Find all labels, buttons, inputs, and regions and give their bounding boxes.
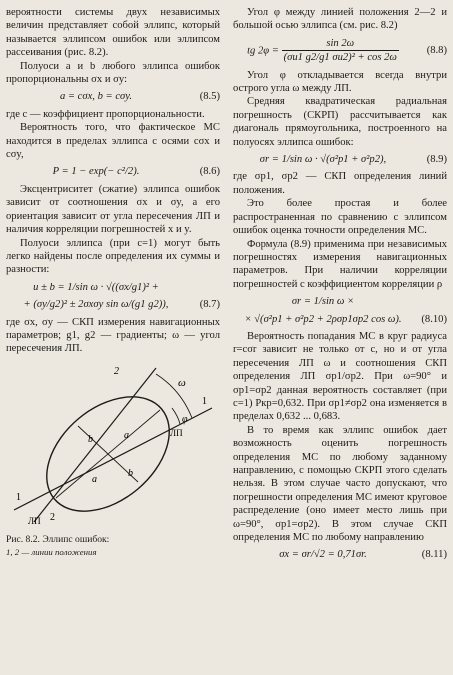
equation-8-6-number: (8.6) bbox=[199, 166, 220, 178]
label-lp-right: ЛП bbox=[170, 427, 183, 438]
right-paragraph-7: Вероятность попадания МС в круг радиуса r=cσr зависит не только от c, но и от угла пересечения ЛП ω и соотношения СКП определения ЛП σp1/σp2. При ω=90° и σp1=σp2 данная вероятность составляет (при c=1) Pкр=0,632. При σp1≠σp2 она изменяется в пределах 0,632 ... 0,683. bbox=[233, 330, 447, 423]
label-a-lower: a bbox=[92, 473, 97, 485]
left-paragraph-1: вероятности системы двух независимых величин представляет собой эллипс, который называется эллипсом ошибок или эллипсом рассеивания (рис. 8.2). bbox=[6, 7, 220, 59]
equation-8-7-line-1 bbox=[6, 281, 220, 294]
left-paragraph-4: Вероятность того, что фактическое МС находится в пределах эллипса с осями cσx и cσy, bbox=[6, 122, 220, 161]
right-paragraph-1: Угол φ между линией положения 2—2 и большой осью эллипса (см. рис. 8.2) bbox=[233, 7, 447, 32]
label-b-lower: b bbox=[128, 467, 133, 479]
equation-8-6 bbox=[6, 165, 220, 178]
equation-8-10-body-2: × √(σ²p1 + σ²p2 + 2ρσp1σp2 cos ω). bbox=[244, 313, 402, 325]
figure-caption bbox=[6, 534, 220, 558]
equation-8-8-number: (8.8) bbox=[426, 45, 447, 57]
equation-8-5-number: (8.5) bbox=[199, 91, 220, 103]
equation-8-8-denominator: (σu1 g2/g1 σu2)² + cos 2ω bbox=[283, 52, 397, 64]
label-a-upper: a bbox=[124, 429, 129, 441]
right-paragraph-5: Это более простая и более распространенная по сравнению с эллипсом ошибок оценка точности определения МС. bbox=[233, 198, 447, 237]
equation-8-5-body: a = cσx, b = cσy. bbox=[59, 91, 133, 103]
error-ellipse-diagram bbox=[6, 362, 220, 532]
line-of-position-2 bbox=[34, 365, 156, 522]
label-b-upper: b bbox=[88, 433, 93, 445]
right-column bbox=[233, 6, 447, 566]
equation-8-11 bbox=[233, 548, 447, 561]
error-ellipse bbox=[25, 374, 191, 532]
equation-8-11-number: (8.11) bbox=[421, 549, 447, 561]
equation-8-7-body-1: u ± b = 1/sin ω · √((σx/g1)² + bbox=[33, 281, 159, 293]
right-paragraph-2: Угол φ откладывается всегда внутри острого угла ω между ЛП. bbox=[233, 69, 447, 95]
left-paragraph-3: где c — коэффициент пропорциональности. bbox=[6, 108, 205, 120]
equation-8-8-lhs: tg 2φ = bbox=[247, 45, 279, 57]
equation-8-10-number: (8.10) bbox=[421, 313, 447, 325]
equation-8-7-body-2: + (σy/g2)² ± 2σxσy sin ω/(g1 g2)), bbox=[23, 299, 169, 311]
right-paragraph-8: В то время как эллипс ошибок дает возможность оценить погрешность определения МС по любому заданному направлению, с помощью СКРП этого сделать нельзя. В этом случае часто допускают, что погрешности определения МС имеют круговое распределение (оно имеет место лишь при ω=90°, σp1=σp2). В этом случае СКП определения МС по любому направлению bbox=[233, 424, 447, 544]
figure-caption-title: Рис. 8.2. Эллипс ошибок: bbox=[6, 533, 110, 545]
right-paragraph-3: Средняя квадратическая радиальная погрешность (СКРП) рассчитывается как диагональ прямоугольника, построенного на полуосях эллипса ошибок: bbox=[233, 96, 447, 148]
label-omega: ω bbox=[178, 376, 186, 389]
equation-8-9-number: (8.9) bbox=[426, 154, 447, 166]
label-2-bottom: 2 bbox=[50, 511, 55, 523]
label-1-right: 1 bbox=[202, 395, 207, 407]
equation-8-7-line-2 bbox=[6, 298, 220, 311]
left-paragraph-7: где σx, σy — СКП измерения навигационных параметров; g1, g2 — градиенты; ω — угол пересечения ЛП. bbox=[6, 316, 220, 355]
left-paragraph-6: Полуоси эллипса (при c=1) могут быть легко найдены после определения их суммы и разности: bbox=[6, 237, 220, 276]
equation-8-8 bbox=[233, 37, 447, 65]
label-2-top: 2 bbox=[114, 365, 119, 377]
equation-8-6-body: P = 1 − exp(− c²/2). bbox=[52, 166, 140, 178]
figure-caption-sub: 1, 2 — линии положения bbox=[6, 546, 97, 557]
equation-8-9 bbox=[233, 153, 447, 166]
left-paragraph-5: Эксцентриситет (сжатие) эллипса ошибок зависит от соотношения σx и σy, а его ориентация зависит от угла пересечения ЛП и наличия корреляции погрешностей x и y. bbox=[6, 183, 220, 236]
right-paragraph-6: Формула (8.9) применима при независимых погрешностях измерения навигационных параметров. При наличии корреляции погрешностей с коэффициентом корреляции ρ bbox=[233, 238, 447, 290]
left-column bbox=[6, 6, 220, 558]
error-ellipse-figure bbox=[6, 362, 220, 532]
equation-8-8-numerator: sin 2ω bbox=[282, 37, 399, 51]
equation-8-10-body-1: σr = 1/sin ω × bbox=[291, 296, 355, 308]
label-1-left: 1 bbox=[16, 491, 21, 503]
left-paragraph-2: Полуоси a и b любого эллипса ошибок пропорциональны σx и σy: bbox=[6, 60, 220, 86]
equation-8-7-number: (8.7) bbox=[199, 299, 220, 311]
phi-arc bbox=[172, 408, 180, 424]
equation-8-9-body: σr = 1/sin ω · √(σ²p1 + σ²p2), bbox=[259, 154, 387, 166]
label-lp-left: ЛП bbox=[28, 515, 41, 526]
equation-8-11-body: σx = σr/√2 = 0,71σr. bbox=[279, 549, 367, 561]
label-phi: φ bbox=[182, 413, 188, 425]
equation-8-10-line-2 bbox=[233, 313, 447, 326]
equation-8-10-line-1 bbox=[233, 295, 447, 308]
right-paragraph-4: где σp1, σp2 — СКП определения линий положения. bbox=[233, 171, 447, 196]
equation-8-5 bbox=[6, 90, 220, 103]
